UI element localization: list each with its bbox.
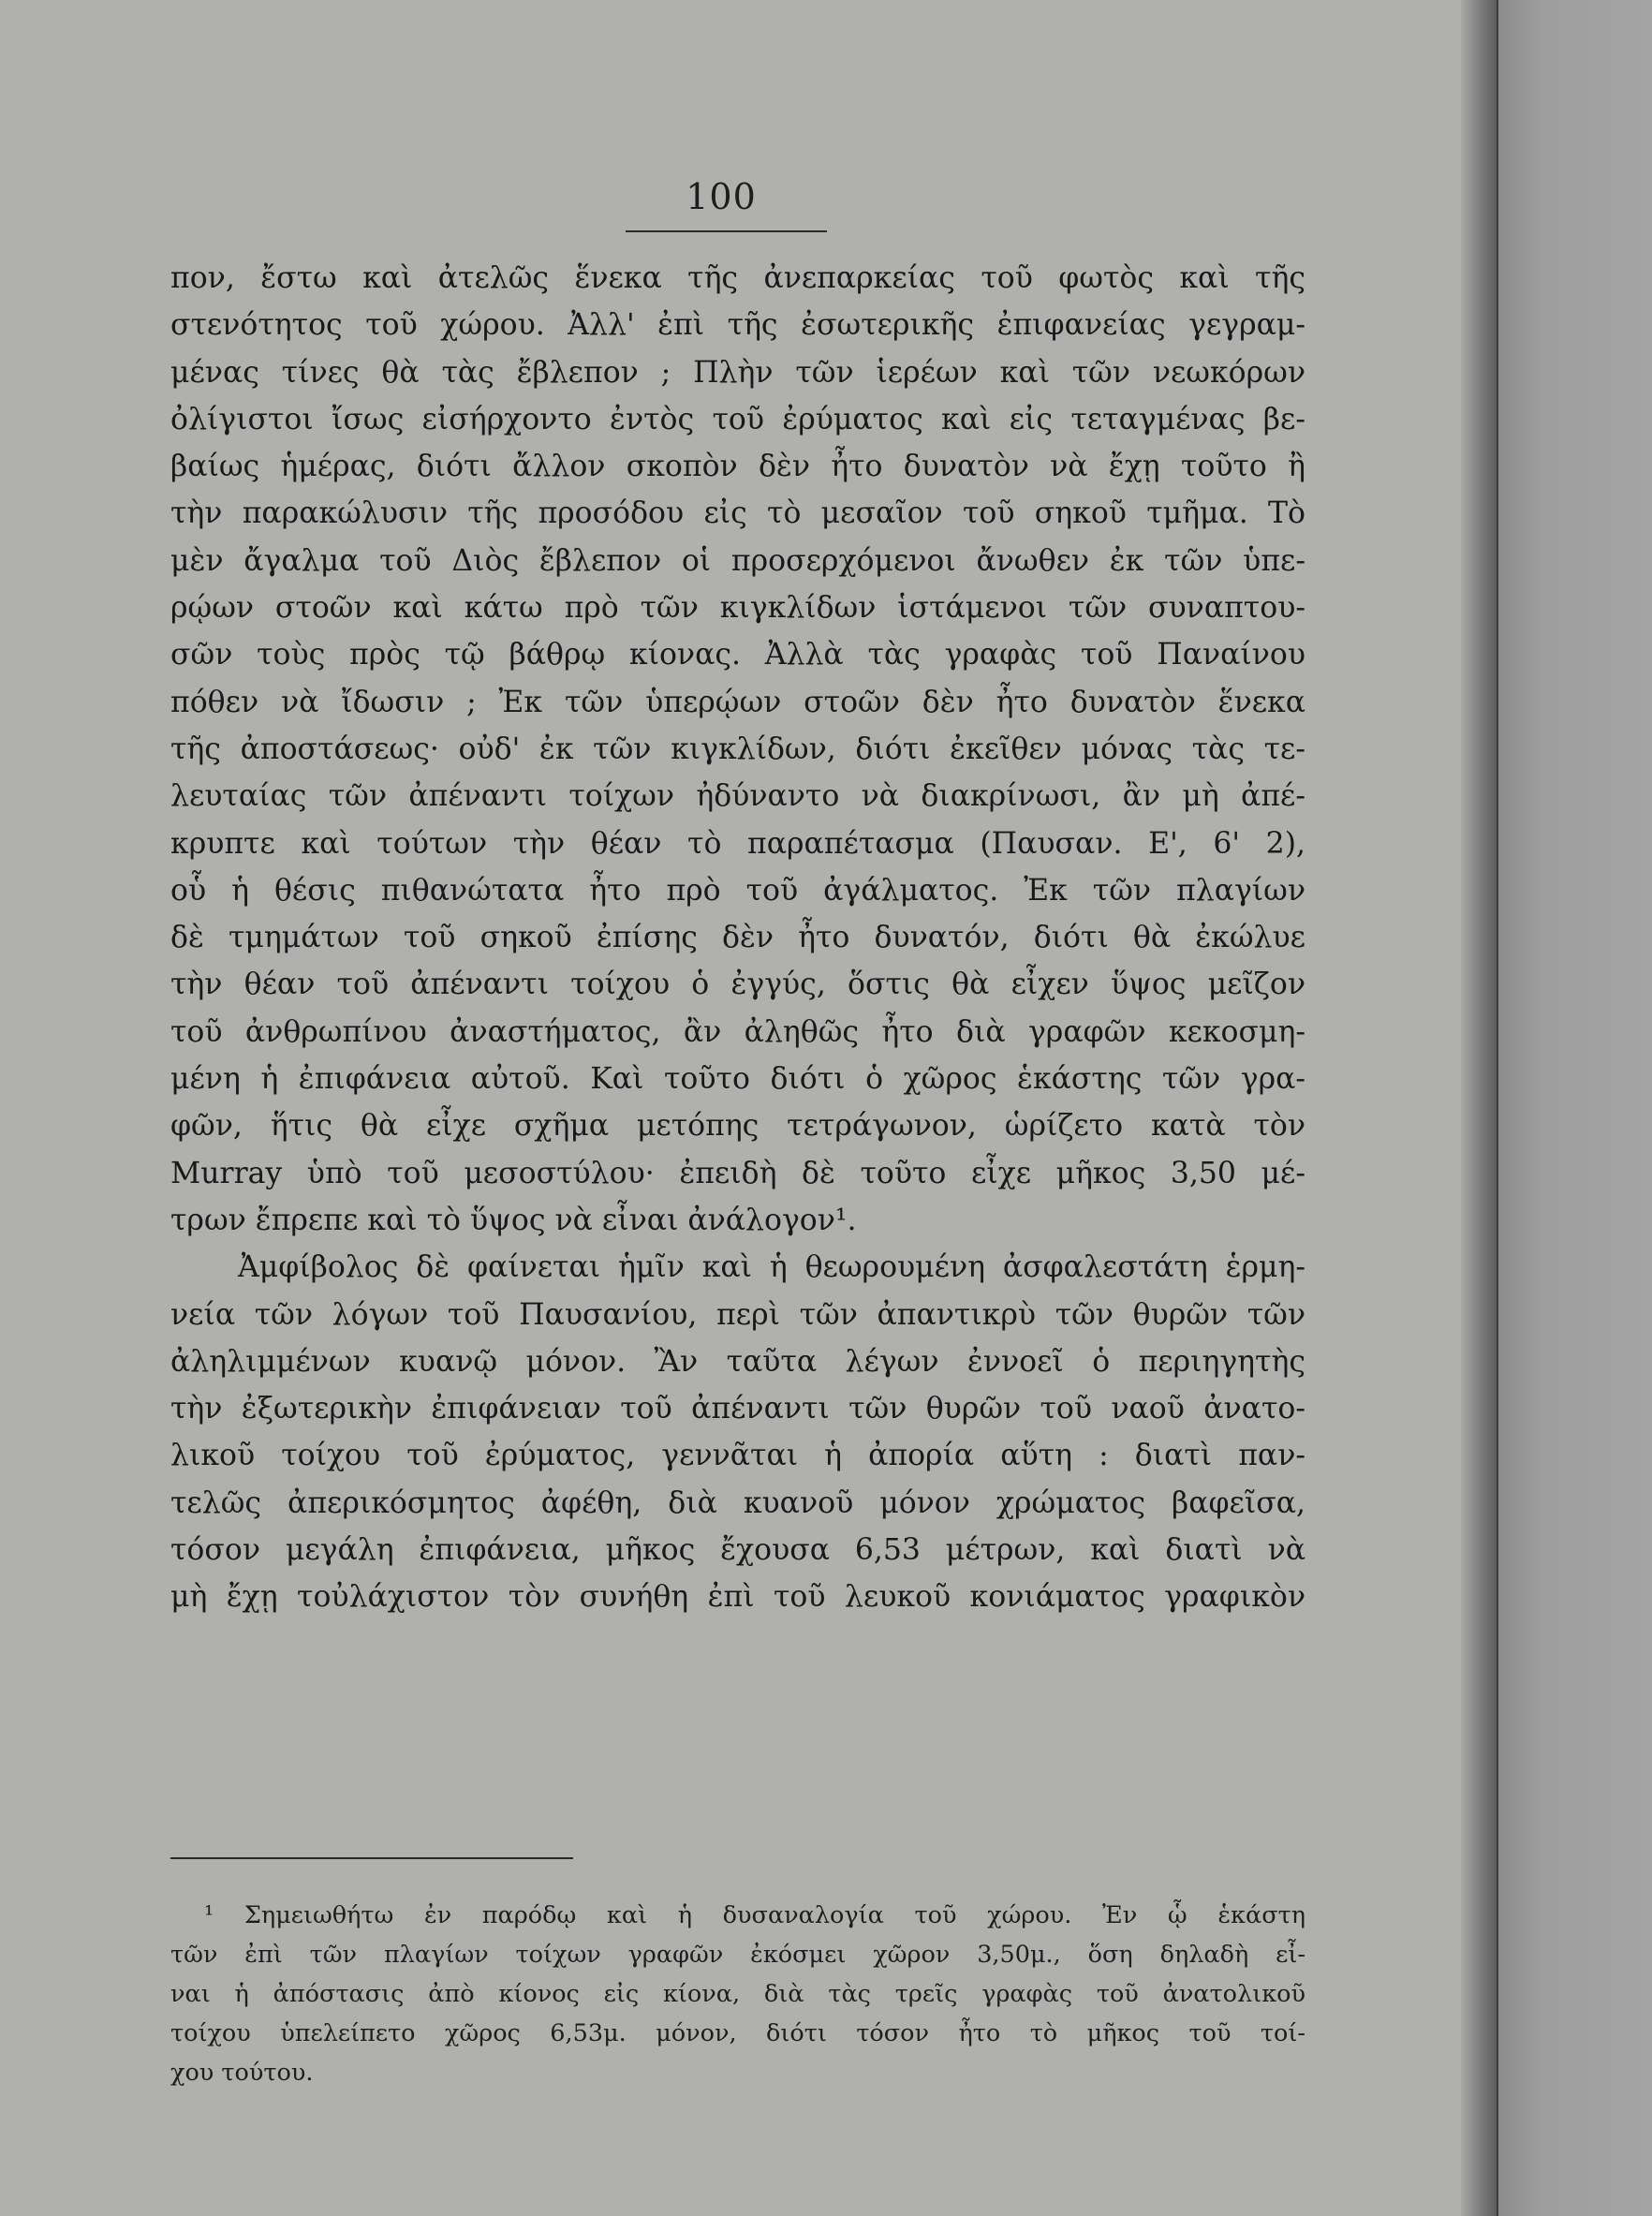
body-line: τελῶς ἀπερικόσμητος ἀφέθη, διὰ κυανοῦ μόνον χρώματος βαφεῖσα,: [170, 1485, 1305, 1520]
body-text: [170, 255, 1305, 1621]
body-line: Murray ὑπὸ τοῦ μεσοστύλου· ἐπειδὴ δὲ τοῦτο εἶχε μῆκος 3,50 μέ-: [170, 1156, 1305, 1190]
body-line: φῶν, ἥτις θὰ εἶχε σχῆμα μετόπης τετράγωνον, ὡρίζετο κατὰ τὸν: [170, 1109, 1305, 1144]
body-line: μένη ἡ ἐπιφάνεια αὐτοῦ. Καὶ τοῦτο διότι ὁ χῶρος ἑκάστης τῶν γρα-: [170, 1062, 1305, 1097]
body-line: οὗ ἡ θέσις πιθανώτατα ἦτο πρὸ τοῦ ἀγάλματος. Ἐκ τῶν πλαγίων: [170, 873, 1305, 908]
footnotes: [170, 1896, 1305, 2092]
body-line: ὀλίγιστοι ἴσως εἰσήρχοντο ἐντὸς τοῦ ἐρύματος καὶ εἰς τεταγμένας βε-: [170, 402, 1305, 436]
body-line: στενότητος τοῦ χώρου. Ἀλλ' ἐπὶ τῆς ἐσωτερικῆς ἐπιφανείας γεγραμ-: [170, 308, 1305, 343]
body-line: ρῴων στοῶν καὶ κάτω πρὸ τῶν κιγκλίδων ἱστάμενοι τῶν συναπτου-: [170, 591, 1305, 626]
body-line: τῆς ἀποστάσεως· οὐδ' ἐκ τῶν κιγκλίδων, διότι ἐκεῖθεν μόνας τὰς τε-: [170, 731, 1305, 766]
body-line: πον, ἔστω καὶ ἀτελῶς ἕνεκα τῆς ἀνεπαρκείας τοῦ φωτὸς καὶ τῆς: [170, 261, 1305, 295]
page-gutter-shadow: [1461, 0, 1498, 2216]
body-line: τὴν ἐξωτερικὴν ἐπιφάνειαν τοῦ ἀπέναντι τῶν θυρῶν τοῦ ναοῦ ἀνατο-: [170, 1392, 1305, 1426]
page-number: 100: [686, 176, 757, 217]
body-line: δὲ τμημάτων τοῦ σηκοῦ ἐπίσης δὲν ἦτο δυνατόν, διότι θὰ ἐκώλυε: [170, 921, 1305, 955]
body-line: σῶν τοὺς πρὸς τῷ βάθρῳ κίονας. Ἀλλὰ τὰς γραφὰς τοῦ Παναίνου: [170, 638, 1305, 672]
footnote-rule: [170, 1857, 573, 1859]
body-line: λικοῦ τοίχου τοῦ ἐρύματος, γεννᾶται ἡ ἀπορία αὕτη : διατὶ παν-: [170, 1439, 1305, 1473]
body-line: τὴν θέαν τοῦ ἀπέναντι τοίχου ὁ ἐγγύς, ὅστις θὰ εἶχεν ὕψος μεῖζον: [170, 968, 1305, 1002]
body-line: τρων ἔπρεπε καὶ τὸ ὕψος νὰ εἶναι ἀνάλογον¹.: [170, 1203, 857, 1237]
header-rule: [626, 230, 827, 232]
body-line: τοῦ ἀνθρωπίνου ἀναστήματος, ἂν ἀληθῶς ἦτο διὰ γραφῶν κεκοσμη-: [170, 1014, 1305, 1049]
footnote-line: τῶν ἐπὶ τῶν πλαγίων τοίχων γραφῶν ἐκόσμει χῶρον 3,50μ., ὅση δηλαδὴ εἶ-: [170, 1941, 1305, 1969]
body-line: νεία τῶν λόγων τοῦ Παυσανίου, περὶ τῶν ἀπαντικρὺ τῶν θυρῶν τῶν: [170, 1297, 1305, 1332]
body-line: ἀληλιμμένων κυανῷ μόνον. Ἂν ταῦτα λέγων ἐννοεῖ ὁ περιηγητὴς: [170, 1344, 1305, 1379]
body-line: τόσον μεγάλη ἐπιφάνεια, μῆκος ἔχουσα 6,53 μέτρων, καὶ διατὶ νὰ: [170, 1533, 1305, 1568]
footnote-line: χου τούτου.: [170, 2059, 314, 2087]
body-line: Ἀμφίβολος δὲ φαίνεται ἡμῖν καὶ ἡ θεωρουμένη ἀσφαλεστάτη ἑρμη-: [238, 1250, 1305, 1285]
footnote-line: ¹ Σημειωθήτω ἐν παρόδῳ καὶ ἡ δυσαναλογία τοῦ χώρου. Ἐν ᾧ ἑκάστη: [204, 1901, 1305, 1929]
body-line: λευταίας τῶν ἀπέναντι τοίχων ἠδύναντο νὰ διακρίνωσι, ἂν μὴ ἀπέ-: [170, 779, 1305, 814]
footnote-line: ναι ἡ ἀπόστασις ἀπὸ κίονος εἰς κίονα, διὰ τὰς τρεῖς γραφὰς τοῦ ἀνατολικοῦ: [170, 1980, 1305, 2008]
body-line: μένας τίνες θὰ τὰς ἔβλεπον ; Πλὴν τῶν ἱερέων καὶ τῶν νεωκόρων: [170, 355, 1305, 390]
footnote-line: τοίχου ὑπελείπετο χῶρος 6,53μ. μόνον, διότι τόσον ἦτο τὸ μῆκος τοῦ τοί-: [170, 2019, 1305, 2047]
body-line: μὲν ἄγαλμα τοῦ Διὸς ἔβλεπον οἱ προσερχόμενοι ἄνωθεν ἐκ τῶν ὑπε-: [170, 543, 1305, 578]
body-line: κρυπτε καὶ τούτων τὴν θέαν τὸ παραπέτασμα (Παυσαν. Ε', 6' 2),: [170, 826, 1305, 861]
body-line: μὴ ἔχῃ τοὐλάχιστον τὸν συνήθη ἐπὶ τοῦ λευκοῦ κονιάματος γραφικὸν: [170, 1580, 1305, 1615]
body-line: τὴν παρακώλυσιν τῆς προσόδου εἰς τὸ μεσαῖον τοῦ σηκοῦ τμῆμα. Τὸ: [170, 496, 1305, 531]
body-line: πόθεν νὰ ἴδωσιν ; Ἐκ τῶν ὑπερῴων στοῶν δὲν ἦτο δυνατὸν ἕνεκα: [170, 685, 1305, 719]
body-line: βαίως ἡμέρας, διότι ἄλλον σκοπὸν δὲν ἦτο δυνατὸν νὰ ἔχῃ τοῦτο ἢ: [170, 450, 1305, 484]
scan-background-edge: [1498, 0, 1652, 2216]
